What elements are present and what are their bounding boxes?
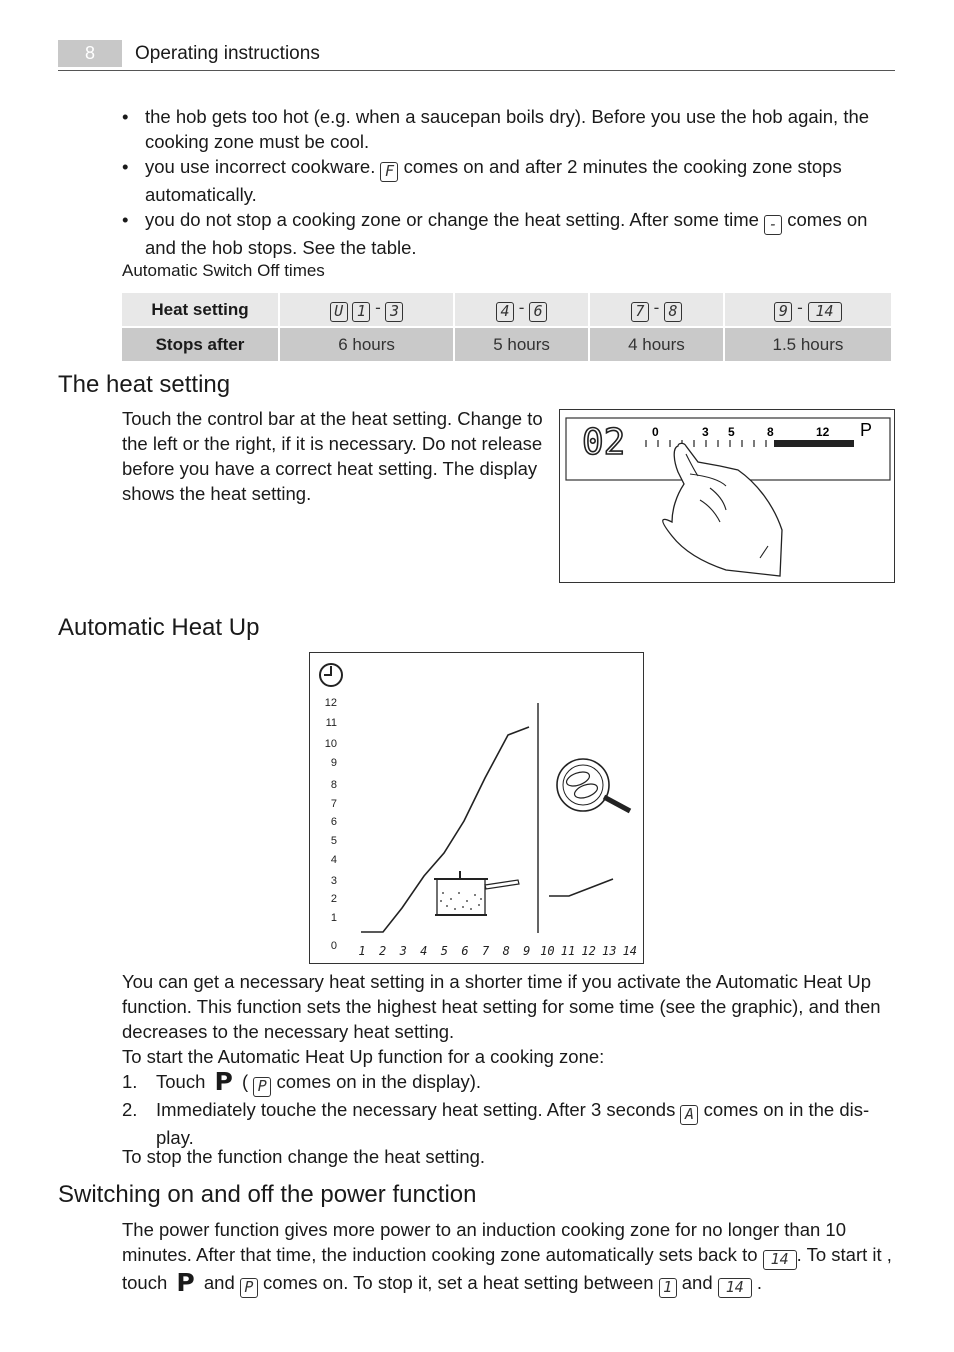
x-tick-label: 7 (481, 944, 490, 958)
p-sensor-icon: P (214, 1067, 233, 1096)
table-cell: 5 hours (455, 328, 588, 361)
display-symbol-f: F (380, 162, 398, 182)
x-tick-label: 6 (461, 944, 469, 958)
x-tick-label: 3 (399, 944, 407, 958)
power-text: and (203, 1272, 235, 1293)
switch-off-table (120, 291, 893, 363)
control-bar-illustration (559, 409, 895, 583)
auto-heat-description: You can get a necessary heat setting in a shorter time if you activate the Automatic Heat Up function. This function sets the highest heat setting for some time (see the graphic), and then decreases to the necessary heat setting. (122, 971, 881, 1042)
table-caption: Automatic Switch Off times (122, 261, 325, 280)
scale-label: 5 (728, 425, 735, 439)
display-symbol: 3 (385, 302, 403, 322)
display-symbol-a: A (680, 1105, 698, 1125)
heat-setting-text: Touch the control bar at the heat setting. Change to the left or the right, if it is necessary. Do not release before you have a correct heat setting. The display shows the heat setting. (122, 408, 543, 504)
table-cell (590, 293, 723, 326)
step-item (122, 1097, 895, 1150)
power-text: and (681, 1272, 713, 1293)
page-header-title: Operating instructions (135, 43, 320, 64)
step-text: Immediately touche the necessary heat setting. After 3 seconds (156, 1099, 676, 1120)
page-number: 8 (58, 40, 122, 67)
x-tick-label: 1 (358, 944, 366, 958)
display-symbol: 7 (631, 302, 649, 322)
auto-heat-stop-text: To stop the function change the heat setting. (122, 1146, 486, 1167)
hand-icon (663, 443, 782, 576)
step-text: Touch (156, 1071, 206, 1092)
bullet-text: you use incorrect cookware. (145, 156, 376, 177)
step-number: 1. (122, 1071, 138, 1092)
x-tick-label: 8 (502, 944, 510, 958)
table-cell: 4 hours (590, 328, 723, 361)
table-cell (455, 293, 588, 326)
auto-heat-graphic (309, 652, 644, 964)
bullet-item (122, 207, 894, 260)
bullet-text: you do not stop a cooking zone or change the heat setting. After some time (145, 209, 759, 230)
section-heading-power: Switching on and off the power function (58, 1181, 477, 1208)
display-symbol: 8 (664, 302, 682, 322)
x-tick-label: 9 (523, 944, 531, 958)
x-tick-label: 11 (560, 944, 576, 958)
y-tick-label: 2 (330, 893, 337, 905)
frying-pan-icon (557, 759, 630, 811)
x-tick-label: 5 (440, 944, 449, 958)
range-dash: - (375, 297, 381, 317)
power-text: The power function gives more power to an induction cooking zone for no longer than 10 minutes. After that time, the induction cooking zone automatically sets back to (122, 1219, 847, 1265)
bullet-list (122, 104, 894, 260)
step-text: ( (241, 1071, 249, 1092)
display-symbol-p: P (240, 1278, 258, 1298)
table-cell (725, 293, 891, 326)
table-row (122, 328, 891, 361)
section-heading-heat-setting: The heat setting (58, 371, 231, 398)
header-divider (58, 70, 895, 71)
auto-heat-svg (310, 653, 645, 965)
control-bar-svg (560, 410, 896, 584)
y-tick-label: 9 (330, 757, 337, 769)
step-text: comes on in the display). (276, 1071, 482, 1092)
y-tick-label: 5 (330, 835, 337, 847)
range-dash: - (797, 297, 803, 317)
scale-label: 3 (702, 425, 709, 439)
table-row-label: Heat setting (122, 293, 278, 326)
y-tick-label: 11 (325, 717, 337, 729)
y-tick-label: 8 (330, 779, 337, 791)
scale-label: 12 (816, 425, 830, 439)
y-tick-label: 1 (330, 912, 337, 924)
bullet-text: the hob gets too hot (e.g. when a saucepan boils dry). Before you use the hob again, the cooking zone must be cool. (145, 106, 870, 152)
x-tick-label: 14 (622, 944, 638, 958)
display-symbol: 6 (529, 302, 547, 322)
display-symbol-14: 14 (718, 1278, 752, 1298)
saucepan-icon (434, 871, 519, 915)
step-text: comes on in the dis-play. (156, 1099, 870, 1148)
auto-heat-steps (122, 1069, 895, 1150)
step-number: 2. (122, 1099, 138, 1120)
x-tick-label: 12 (581, 944, 596, 958)
y-tick-label: 3 (330, 875, 337, 887)
scale-bar (774, 440, 854, 447)
display-symbol: 1 (352, 302, 370, 322)
scale-ticks (646, 440, 766, 447)
y-tick-label: 10 (324, 738, 337, 750)
power-description (122, 1217, 895, 1298)
p-sensor-icon: P (176, 1268, 195, 1297)
section-heading-auto-heat: Automatic Heat Up (58, 614, 260, 641)
bullet-text: comes on and the hob stops. See the table. (145, 209, 868, 258)
power-text: comes on. To stop it, set a heat setting between (263, 1272, 654, 1293)
display-symbol: 4 (496, 302, 514, 322)
y-tick-label: 12 (324, 697, 337, 709)
y-tick-label: 7 (330, 798, 337, 810)
x-tick-label: 2 (378, 944, 387, 958)
auto-heat-start-intro: To start the Automatic Heat Up function for a cooking zone: (122, 1046, 605, 1067)
scale-label: 8 (767, 425, 774, 439)
display-symbol: 9 (774, 302, 792, 322)
y-tick-label: 4 (330, 854, 337, 866)
power-p-label: P (860, 420, 873, 440)
y-tick-label: 0 (330, 940, 337, 952)
x-tick-label: 4 (420, 944, 428, 958)
x-axis-labels (358, 944, 637, 958)
display-symbol: 14 (808, 302, 842, 322)
step-item (122, 1069, 895, 1097)
x-tick-label: 10 (540, 944, 555, 958)
y-tick-label: 6 (330, 816, 337, 828)
bullet-text: comes on and after 2 minutes the cooking zone stops automatically. (145, 156, 842, 205)
table-cell: 6 hours (280, 328, 453, 361)
table-cell (280, 293, 453, 326)
table-row-label: Stops after (122, 328, 278, 361)
y-axis-labels (325, 697, 337, 952)
display-symbol-dash: - (764, 215, 782, 235)
display-value: 02 (582, 422, 626, 463)
range-dash: - (653, 297, 660, 317)
display-symbol-14: 14 (763, 1250, 797, 1270)
display-symbol: U (330, 302, 348, 322)
power-text: . To start it , touch (122, 1244, 892, 1293)
scale-label: 0 (652, 425, 659, 439)
table-cell: 1.5 hours (725, 328, 891, 361)
table-row (122, 293, 891, 326)
display-symbol-p: P (253, 1077, 271, 1097)
range-dash: - (518, 297, 525, 317)
reduced-curve (549, 879, 613, 896)
x-tick-label: 13 (601, 944, 617, 958)
clock-hands (324, 666, 331, 675)
bullet-item (122, 154, 894, 207)
bullet-item (122, 104, 894, 154)
display-symbol-1: 1 (659, 1278, 677, 1298)
power-text: . (756, 1272, 763, 1293)
